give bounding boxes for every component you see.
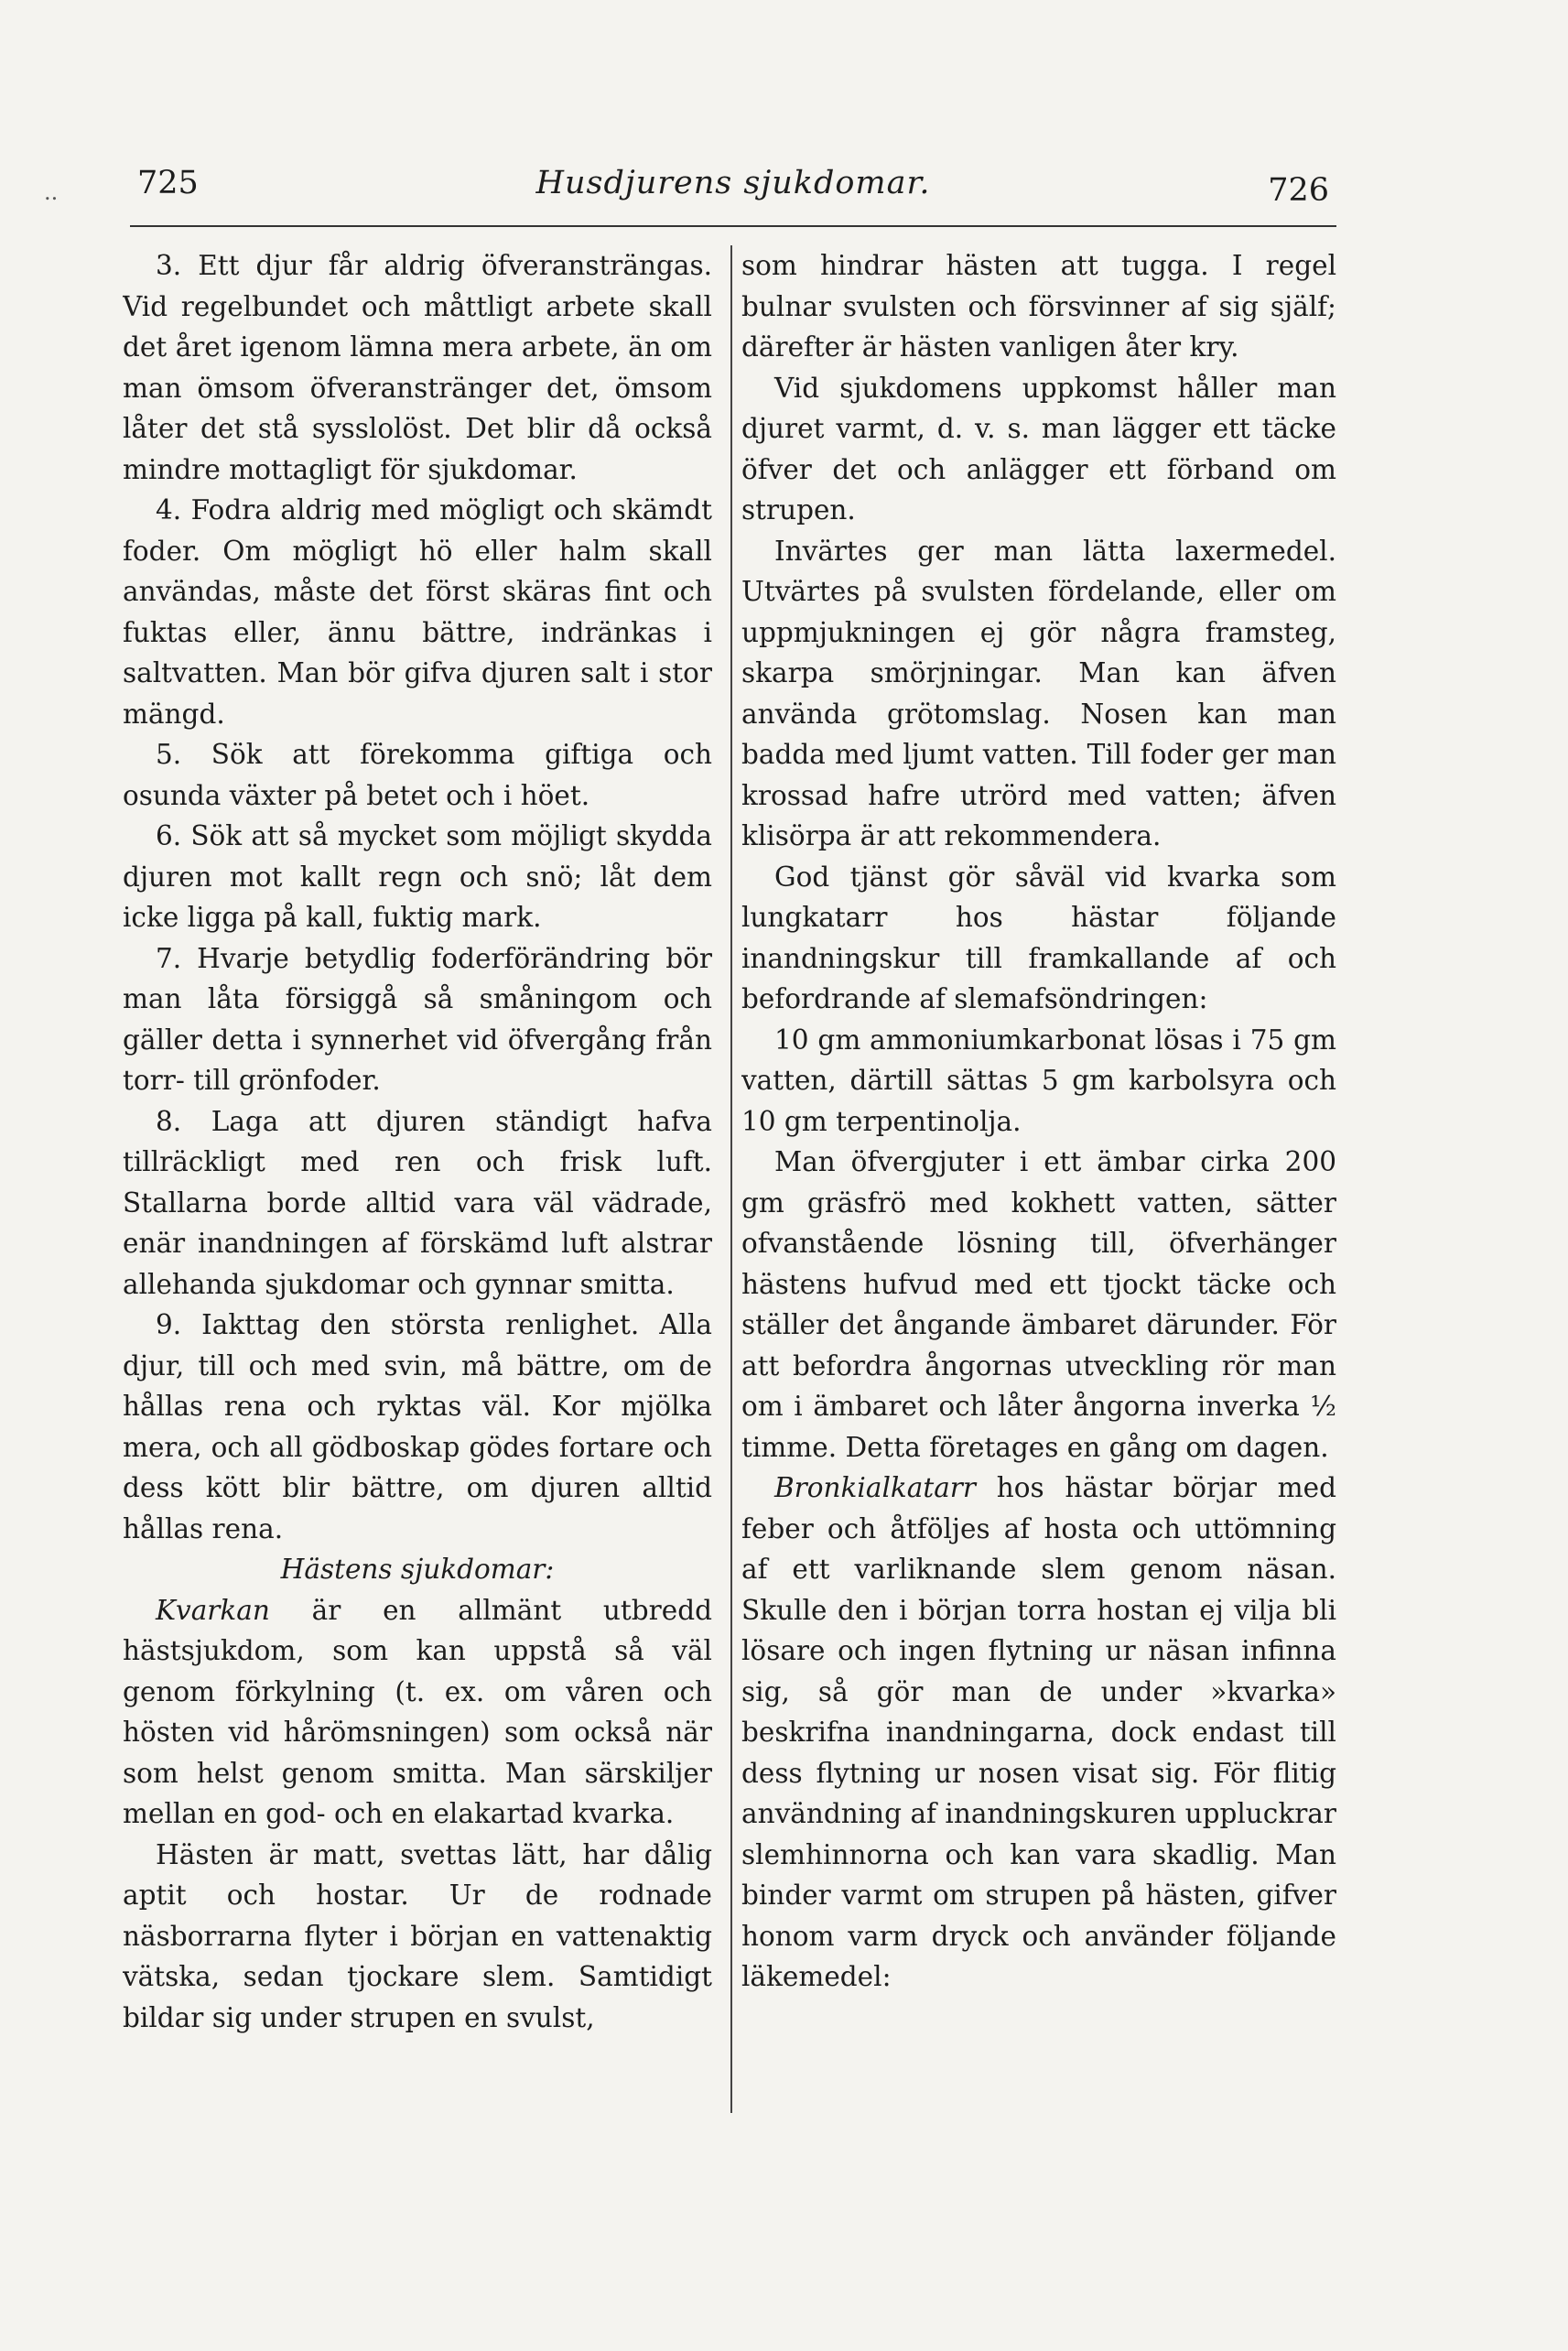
column-divider [730,245,732,2113]
paragraph-rule-5: 5. Sök att förekomma giftiga och osunda växter på betet och i höet. [123,739,712,811]
paragraph-bronkialkatarr [741,1468,1336,1998]
header-rule [130,225,1336,227]
paragraph-treatment: Vid sjukdomens uppkomst håller man djuret varmt, d. v. s. man lägger ett täcke öfver det och anlägger ett förband om strupen. [741,372,1336,525]
paragraph-recipe: 10 gm ammoniumkarbonat lösas i 75 gm vatten, därtill sättas 5 gm karbolsyra och 10 gm terpentinolja. [741,1024,1336,1137]
paragraph-procedure: Man öfvergjuter i ett ämbar cirka 200 gm gräsfrö med kokhett vatten, sätter ofvanstående lösning till, öfverhänger hästens hufvud med ett tjockt täcke och ställer det ångande ämbaret därunder. För att befordra ångornas utveckling rör man om i ämbaret och låter ångorna inverka ½ timme. Detta företages en gång om dagen. [741,1146,1336,1463]
paragraph-medicine: Invärtes ger man lätta laxermedel. Utvärtes på svulsten fördelande, eller om uppmjukningen ej gör några framsteg, skarpa smörjningar. Man kan äfven använda grötomslag. Nosen kan man badda med ljumt vatten. Till foder ger man krossad hafre utrörd med vatten; äfven klisörpa är att rekommendera. [741,535,1336,851]
page-number-left: 725 [137,165,199,201]
term-bronkialkatarr: Bronkialkatarr [774,1472,976,1503]
margin-mark: .. [44,179,59,205]
paragraph-rule-8: 8. Laga att djuren ständigt hafva tillräckligt med ren och frisk luft. Stallarna borde alltid vara väl vädrade, enär inandningen af förskämd luft alstrar allehanda sjukdomar och gynnar smitta. [123,1105,712,1300]
paragraph-kvarkan [123,1590,712,1835]
paragraph-rule-9: 9. Iakttag den största renlighet. Alla djur, till och med svin, må bättre, om de hållas rena och ryktas väl. Kor mjölka mera, och all gödboskap gödes fortare och dess kött blir bättre, om djuren alltid hållas rena. [123,1309,712,1544]
paragraph-rule-6: 6. Sök att så mycket som möjligt skydda djuren mot kallt regn och snö; låt dem icke ligga på kall, fuktig mark. [123,820,712,933]
page-number-right: 726 [1268,172,1329,209]
left-column [123,245,712,2122]
paragraph-inhalation: God tjänst gör såväl vid kvarka som lungkatarr hos hästar följande inandningskur till framkallande af och befordrande af slemafsöndringen: [741,861,1336,1014]
term-kvarkan: Kvarkan [156,1594,270,1626]
paragraph-symptoms: Hästen är matt, svettas lätt, har dålig aptit och hostar. Ur de rodnade näsborrarna flyter i början en vattenaktig vätska, sedan tjockare slem. Samtidigt bildar sig under strupen en svulst, [123,1838,712,2033]
paragraph-bronkialkatarr-text: hos hästar börjar med feber och åtföljes af hosta och uttömning af ett varliknande slem genom näsan. Skulle den i början torra hostan ej vilja bli lösare och ingen flytning ur näsan infinna sig, så gör man de under »kvarka» beskrifna inandningarna, dock endast till dess flytning ur nosen visat sig. För flitig användning af inandningskuren uppluckrar slemhinnorna och kan vara skadlig. Man binder varmt om strupen på hästen, gifver honom varm dryck och använder följande läkemedel: [741,1472,1336,1992]
paragraph-continuation: som hindrar hästen att tugga. I regel bulnar svulsten och försvinner af sig själf; därefter är hästen vanligen åter kry. [741,250,1336,363]
paragraph-kvarkan-text: är en allmänt utbredd hästsjukdom, som kan uppstå så väl genom förkylning (t. ex. om våren och hösten vid hårömsningen) som också när som helst genom smitta. Man särskiljer mellan en god- och en elakartad kvarka. [123,1594,712,1829]
running-title: Husdjurens sjukdomar. [535,165,931,201]
section-heading: Hästens sjukdomar: [280,1554,555,1585]
paragraph-rule-4: 4. Fodra aldrig med mögligt och skämdt foder. Om mögligt hö eller halm skall användas, måste det först skäras fint och fuktas eller, ännu bättre, indränkas i saltvatten. Man bör gifva djuren salt i stor mängd. [123,494,712,730]
right-column [741,245,1336,2122]
page-header [130,165,1336,222]
paragraph-rule-7: 7. Hvarje betydlig foderförändring bör man låta försiggå så småningom och gäller detta i synnerhet vid öfvergång från torr- till grönfoder. [123,942,712,1096]
paragraph-rule-3: 3. Ett djur får aldrig öfveransträngas. Vid regelbundet och måttligt arbete skall det året igenom lämna mera arbete, än om man ömsom öfveranstränger det, ömsom låter det stå sysslolöst. Det blir då också mindre mottagligt för sjukdomar. [123,250,712,485]
